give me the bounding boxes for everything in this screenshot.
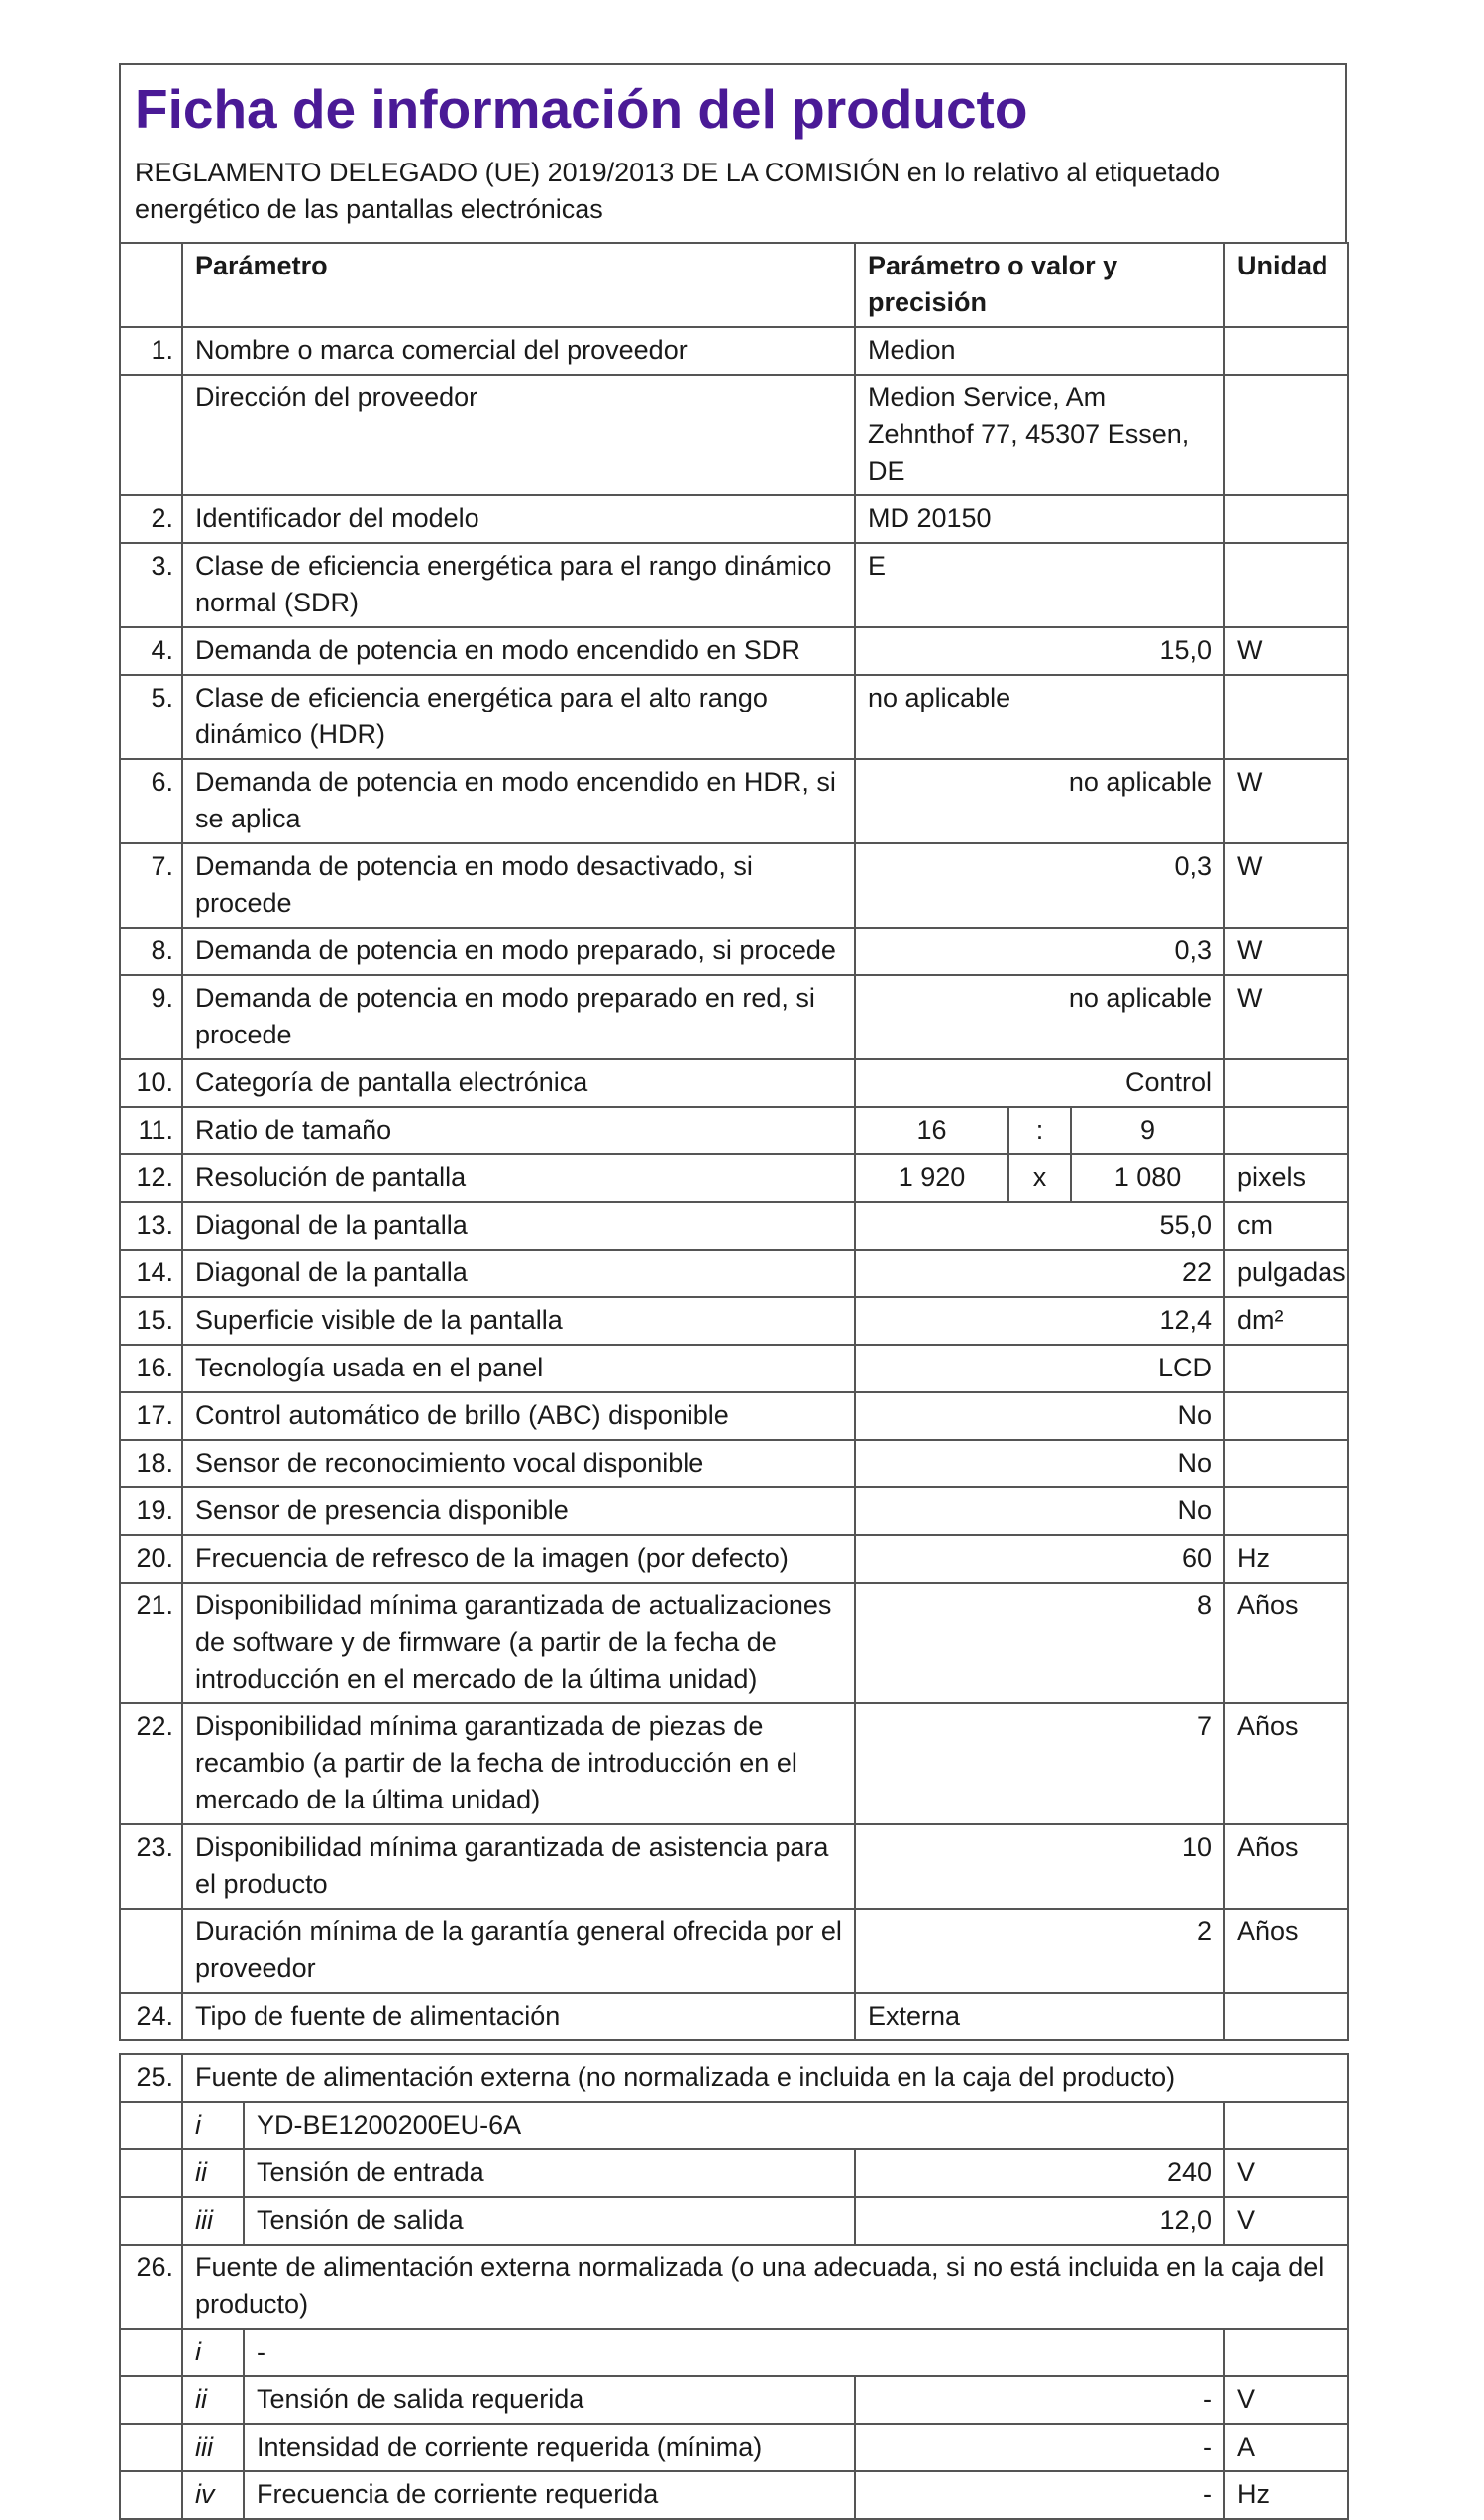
- parameter-value: Medion Service, Am Zehnthof 77, 45307 Essen, DE: [855, 375, 1224, 495]
- section-25-row-i: [120, 2102, 1348, 2149]
- section-heading: Fuente de alimentación externa (no normalizada e incluida en la caja del producto): [182, 2054, 1348, 2102]
- section-26-row-i: [120, 2329, 1348, 2376]
- row-number: 18.: [120, 1440, 182, 1487]
- row-number: 5.: [120, 675, 182, 759]
- unit-cell: [1224, 543, 1348, 627]
- row-number: 4.: [120, 627, 182, 675]
- parameter-value: No: [855, 1440, 1224, 1487]
- table-row: [120, 627, 1348, 675]
- row-number: 17.: [120, 1392, 182, 1440]
- parameter-value: no aplicable: [855, 759, 1224, 843]
- parameter-value: MD 20150: [855, 495, 1224, 543]
- table-row: [120, 1993, 1348, 2040]
- row-number-empty: [120, 2197, 182, 2245]
- header-num-cell: [120, 243, 182, 327]
- row-number: 12.: [120, 1154, 182, 1202]
- unit-cell: W: [1224, 975, 1348, 1059]
- value-separator: x: [1008, 1154, 1071, 1202]
- header-value: Parámetro o valor y precisión: [855, 243, 1224, 327]
- row-number: 25.: [120, 2054, 182, 2102]
- unit-cell: W: [1224, 843, 1348, 928]
- parameter-name: Disponibilidad mínima garantizada de asistencia para el producto: [182, 1824, 855, 1909]
- table-row: [120, 1535, 1348, 1583]
- parameter-name: Demanda de potencia en modo encendido en SDR: [182, 627, 855, 675]
- parameter-name: Categoría de pantalla electrónica: [182, 1059, 855, 1107]
- table-row: [120, 495, 1348, 543]
- section-26-row-iii: [120, 2424, 1348, 2471]
- parameter-name: Tensión de salida requerida: [244, 2376, 855, 2424]
- row-number: 8.: [120, 928, 182, 975]
- parameter-name: Intensidad de corriente requerida (mínima): [244, 2424, 855, 2471]
- unit-cell: pixels: [1224, 1154, 1348, 1202]
- unit-cell: [1224, 1345, 1348, 1392]
- row-number-empty: [120, 2424, 182, 2471]
- unit-cell: cm: [1224, 1202, 1348, 1250]
- parameter-name: Tipo de fuente de alimentación: [182, 1993, 855, 2040]
- unit-cell: Años: [1224, 1703, 1348, 1824]
- parameter-value: Control: [855, 1059, 1224, 1107]
- row-number-empty: [120, 2471, 182, 2519]
- table-row: [120, 375, 1348, 495]
- parameter-value: -: [855, 2424, 1224, 2471]
- parameter-value: 60: [855, 1535, 1224, 1583]
- table-row: [120, 1487, 1348, 1535]
- unit-cell: [1224, 1392, 1348, 1440]
- row-number-empty: [120, 2376, 182, 2424]
- parameter-name: Clase de eficiencia energética para el rango dinámico normal (SDR): [182, 543, 855, 627]
- section-25-heading-row: [120, 2054, 1348, 2102]
- parameter-name: Superficie visible de la pantalla: [182, 1297, 855, 1345]
- parameter-value: 0,3: [855, 843, 1224, 928]
- table-row: [120, 1107, 1348, 1154]
- roman-index: i: [182, 2102, 244, 2149]
- table-row: [120, 543, 1348, 627]
- unit-cell: [1224, 1993, 1348, 2040]
- roman-index: iv: [182, 2471, 244, 2519]
- product-information-sheet: [119, 63, 1347, 2520]
- parameter-value: No: [855, 1487, 1224, 1535]
- parameter-name: Resolución de pantalla: [182, 1154, 855, 1202]
- roman-index: i: [182, 2329, 244, 2376]
- row-number: [120, 375, 182, 495]
- parameter-name: Demanda de potencia en modo preparado, si procede: [182, 928, 855, 975]
- table-row: [120, 1392, 1348, 1440]
- row-number: 24.: [120, 1993, 182, 2040]
- header-param: Parámetro: [182, 243, 855, 327]
- parameter-value: E: [855, 543, 1224, 627]
- table-row: [120, 1583, 1348, 1703]
- section-26-row-iv: [120, 2471, 1348, 2519]
- row-number: 14.: [120, 1250, 182, 1297]
- table-row: [120, 759, 1348, 843]
- unit-cell: [1224, 495, 1348, 543]
- unit-cell: W: [1224, 627, 1348, 675]
- unit-cell: [1224, 1487, 1348, 1535]
- unit-cell: V: [1224, 2376, 1348, 2424]
- parameter-value: no aplicable: [855, 675, 1224, 759]
- unit-cell: W: [1224, 928, 1348, 975]
- unit-cell: [1224, 1107, 1348, 1154]
- row-number: 11.: [120, 1107, 182, 1154]
- row-number: 20.: [120, 1535, 182, 1583]
- row-number-empty: [120, 2102, 182, 2149]
- row-number: 15.: [120, 1297, 182, 1345]
- parameter-value: No: [855, 1392, 1224, 1440]
- value-first: 1 920: [855, 1154, 1008, 1202]
- supply-model: -: [244, 2329, 1224, 2376]
- parameter-value: -: [855, 2376, 1224, 2424]
- parameter-value: 0,3: [855, 928, 1224, 975]
- parameters-body: [120, 327, 1348, 2040]
- table-row: [120, 1250, 1348, 1297]
- unit-cell: V: [1224, 2197, 1348, 2245]
- parameter-name: Demanda de potencia en modo desactivado, si procede: [182, 843, 855, 928]
- row-number: 22.: [120, 1703, 182, 1824]
- parameter-name: Tensión de salida: [244, 2197, 855, 2245]
- parameter-name: Frecuencia de corriente requerida: [244, 2471, 855, 2519]
- parameter-name: Duración mínima de la garantía general ofrecida por el proveedor: [182, 1909, 855, 1993]
- table-row: [120, 1202, 1348, 1250]
- parameter-value: 55,0: [855, 1202, 1224, 1250]
- parameter-name: Sensor de reconocimiento vocal disponible: [182, 1440, 855, 1487]
- roman-index: ii: [182, 2376, 244, 2424]
- parameter-name: Disponibilidad mínima garantizada de piezas de recambio (a partir de la fecha de introducción en el mercado de la última unidad): [182, 1703, 855, 1824]
- parameter-name: Identificador del modelo: [182, 495, 855, 543]
- roman-index: iii: [182, 2197, 244, 2245]
- sheet-header: [119, 63, 1347, 242]
- parameter-name: Tensión de entrada: [244, 2149, 855, 2197]
- row-number: 26.: [120, 2245, 182, 2329]
- table-row: [120, 975, 1348, 1059]
- table-row: [120, 1703, 1348, 1824]
- row-number: 19.: [120, 1487, 182, 1535]
- supply-model: YD-BE1200200EU-6A: [244, 2102, 1224, 2149]
- row-number: 2.: [120, 495, 182, 543]
- table-row: [120, 1440, 1348, 1487]
- value-second: 1 080: [1071, 1154, 1224, 1202]
- parameter-name: Demanda de potencia en modo preparado en red, si procede: [182, 975, 855, 1059]
- parameter-value: 22: [855, 1250, 1224, 1297]
- row-number: 6.: [120, 759, 182, 843]
- table-row: [120, 1297, 1348, 1345]
- regulation-subtitle: REGLAMENTO DELEGADO (UE) 2019/2013 DE LA COMISIÓN en lo relativo al etiquetado energético de las pantallas electrónicas: [135, 158, 1219, 224]
- row-number: 9.: [120, 975, 182, 1059]
- parameter-value: -: [855, 2471, 1224, 2519]
- table-row: [120, 327, 1348, 375]
- table-row: [120, 1909, 1348, 1993]
- row-number: 3.: [120, 543, 182, 627]
- parameter-value: 7: [855, 1703, 1224, 1824]
- parameter-name: Demanda de potencia en modo encendido en HDR, si se aplica: [182, 759, 855, 843]
- parameter-value: 240: [855, 2149, 1224, 2197]
- table-row: [120, 1059, 1348, 1107]
- parameter-name: Disponibilidad mínima garantizada de actualizaciones de software y de firmware (a partir de la fecha de introducción en el mercado de la última unidad): [182, 1583, 855, 1703]
- parameter-value: 10: [855, 1824, 1224, 1909]
- roman-index: ii: [182, 2149, 244, 2197]
- table-row: [120, 1345, 1348, 1392]
- unit-cell: pulgadas: [1224, 1250, 1348, 1297]
- section-26-heading-row: [120, 2245, 1348, 2329]
- value-first: 16: [855, 1107, 1008, 1154]
- parameter-name: Diagonal de la pantalla: [182, 1250, 855, 1297]
- parameter-value: no aplicable: [855, 975, 1224, 1059]
- unit-cell: Años: [1224, 1909, 1348, 1993]
- unit-cell: Hz: [1224, 2471, 1348, 2519]
- unit-cell: [1224, 327, 1348, 375]
- unit-cell: A: [1224, 2424, 1348, 2471]
- parameter-value: Externa: [855, 1993, 1224, 2040]
- row-number: [120, 1909, 182, 1993]
- row-number-empty: [120, 2329, 182, 2376]
- unit-cell: Años: [1224, 1583, 1348, 1703]
- table-header-row: [120, 243, 1348, 327]
- unit-cell: [1224, 675, 1348, 759]
- table-row: [120, 675, 1348, 759]
- row-number-empty: [120, 2149, 182, 2197]
- parameter-name: Clase de eficiencia energética para el alto rango dinámico (HDR): [182, 675, 855, 759]
- external-power-supply-table: [119, 2053, 1349, 2520]
- row-number: 23.: [120, 1824, 182, 1909]
- unit-cell: W: [1224, 759, 1348, 843]
- section-25-row-iii: [120, 2197, 1348, 2245]
- parameter-name: Nombre o marca comercial del proveedor: [182, 327, 855, 375]
- unit-cell: dm²: [1224, 1297, 1348, 1345]
- parameter-name: Control automático de brillo (ABC) disponible: [182, 1392, 855, 1440]
- parameter-name: Sensor de presencia disponible: [182, 1487, 855, 1535]
- table-row: [120, 928, 1348, 975]
- value-separator: :: [1008, 1107, 1071, 1154]
- parameter-name: Diagonal de la pantalla: [182, 1202, 855, 1250]
- row-number: 7.: [120, 843, 182, 928]
- row-number: 16.: [120, 1345, 182, 1392]
- parameter-value: 12,4: [855, 1297, 1224, 1345]
- unit-cell: [1224, 2102, 1348, 2149]
- parameter-name: Ratio de tamaño: [182, 1107, 855, 1154]
- unit-cell: V: [1224, 2149, 1348, 2197]
- section-26-row-ii: [120, 2376, 1348, 2424]
- table-row: [120, 843, 1348, 928]
- parameter-value: 2: [855, 1909, 1224, 1993]
- parameter-value: Medion: [855, 327, 1224, 375]
- row-number: 21.: [120, 1583, 182, 1703]
- table-row: [120, 1824, 1348, 1909]
- unit-cell: [1224, 2329, 1348, 2376]
- unit-cell: [1224, 375, 1348, 495]
- parameter-value: 12,0: [855, 2197, 1224, 2245]
- page-title: Ficha de información del producto: [135, 78, 1028, 140]
- parameter-name: Dirección del proveedor: [182, 375, 855, 495]
- row-number: 13.: [120, 1202, 182, 1250]
- unit-cell: Años: [1224, 1824, 1348, 1909]
- roman-index: iii: [182, 2424, 244, 2471]
- parameter-name: Frecuencia de refresco de la imagen (por defecto): [182, 1535, 855, 1583]
- section-25-row-ii: [120, 2149, 1348, 2197]
- parameter-value: 8: [855, 1583, 1224, 1703]
- table-row: [120, 1154, 1348, 1202]
- header-unit: Unidad: [1224, 243, 1348, 327]
- value-second: 9: [1071, 1107, 1224, 1154]
- parameters-table: [119, 242, 1349, 2041]
- row-number: 10.: [120, 1059, 182, 1107]
- parameter-value: 15,0: [855, 627, 1224, 675]
- section-heading: Fuente de alimentación externa normalizada (o una adecuada, si no está incluida en la caja del producto): [182, 2245, 1348, 2329]
- row-number: 1.: [120, 327, 182, 375]
- parameter-name: Tecnología usada en el panel: [182, 1345, 855, 1392]
- parameter-value: LCD: [855, 1345, 1224, 1392]
- unit-cell: Hz: [1224, 1535, 1348, 1583]
- unit-cell: [1224, 1440, 1348, 1487]
- unit-cell: [1224, 1059, 1348, 1107]
